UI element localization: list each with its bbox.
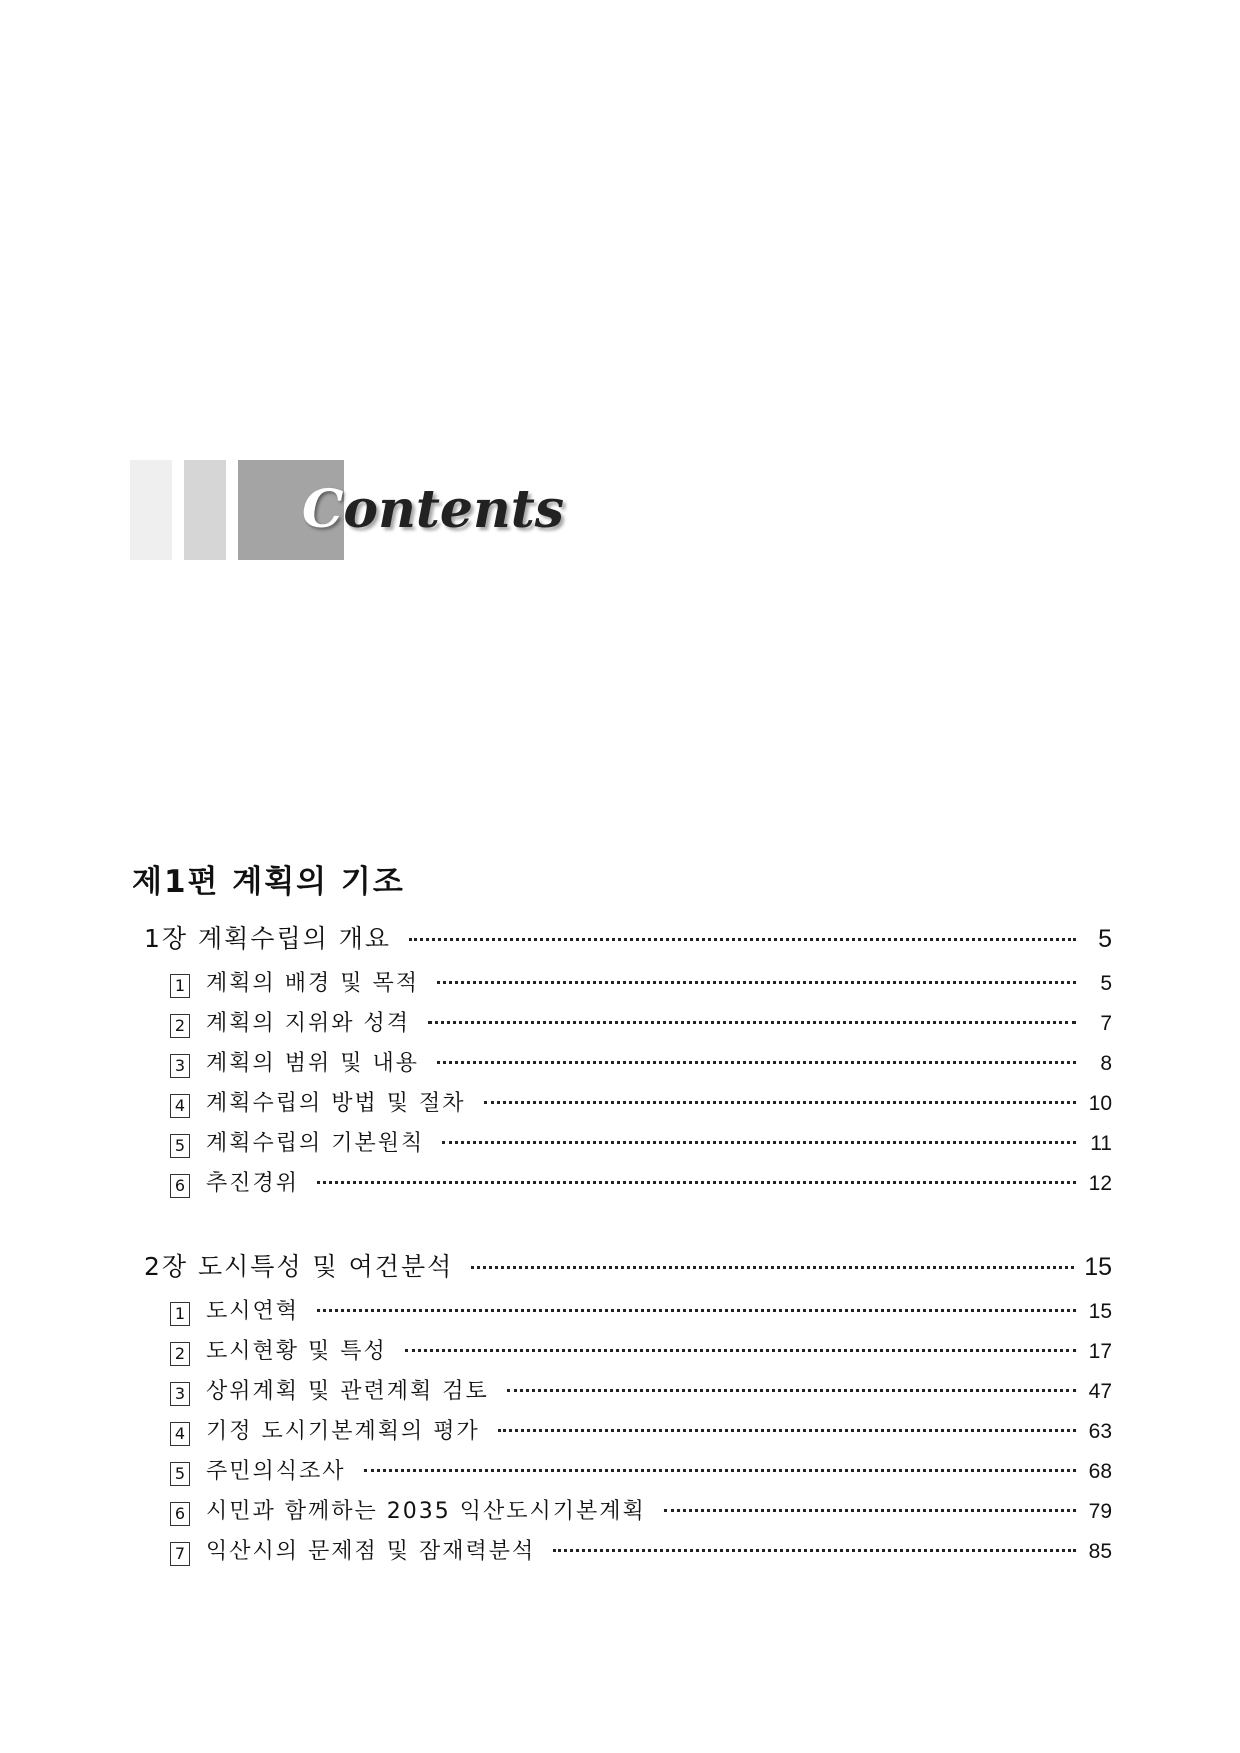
- dot-leader: [442, 1141, 1076, 1144]
- section-entry[interactable]: [132, 1492, 1112, 1532]
- section-label: 상위계획 및 관련계획 검토: [206, 1379, 489, 1404]
- section-label: 익산시의 문제점 및 잠재력분석: [206, 1539, 536, 1564]
- chapter-label: 1장 계획수립의 개요: [144, 924, 391, 953]
- chapter-page-number: 5: [1098, 925, 1112, 953]
- section-entry[interactable]: [132, 1532, 1112, 1572]
- section-page-number: 63: [1088, 1420, 1112, 1443]
- section-page-number: 68: [1088, 1460, 1112, 1483]
- dot-leader: [471, 1266, 1074, 1269]
- chapter-label: 2장 도시특성 및 여건분석: [144, 1252, 454, 1281]
- section-page-number: 17: [1088, 1340, 1112, 1363]
- part-title: 제1편 계획의 기조: [132, 864, 405, 900]
- section-entry[interactable]: [132, 964, 1112, 1004]
- section-number-box: 6: [170, 1174, 190, 1198]
- table-of-contents: [132, 858, 1112, 1572]
- dot-leader: [405, 1349, 1076, 1352]
- section-number-box: 3: [170, 1054, 190, 1078]
- section-page-number: 8: [1100, 1052, 1112, 1075]
- contents-title: [302, 480, 564, 540]
- dot-leader: [437, 981, 1076, 984]
- dot-leader: [409, 938, 1076, 941]
- section-page-number: 47: [1088, 1380, 1112, 1403]
- section-page-number: 10: [1088, 1092, 1112, 1115]
- section-label: 계획수립의 방법 및 절차: [206, 1091, 466, 1116]
- section-entry[interactable]: [132, 1292, 1112, 1332]
- section-entry[interactable]: [132, 1164, 1112, 1204]
- dot-leader: [553, 1549, 1076, 1552]
- section-label: 추진경위: [206, 1171, 300, 1196]
- section-page-number: 15: [1088, 1300, 1112, 1323]
- section-entry[interactable]: [132, 1004, 1112, 1044]
- section-page-number: 85: [1088, 1540, 1112, 1563]
- dot-leader: [484, 1101, 1076, 1104]
- dot-leader: [317, 1309, 1076, 1312]
- title-initial: C: [302, 479, 344, 540]
- section-number-box: 6: [170, 1502, 190, 1526]
- section-page-number: 7: [1100, 1012, 1112, 1035]
- chapter-entry[interactable]: [132, 914, 1112, 964]
- section-number-box: 7: [170, 1542, 190, 1566]
- section-label: 도시현황 및 특성: [206, 1339, 387, 1364]
- section-page-number: 79: [1088, 1500, 1112, 1523]
- section-entry[interactable]: [132, 1452, 1112, 1492]
- section-entry[interactable]: [132, 1044, 1112, 1084]
- section-page-number: 11: [1090, 1132, 1112, 1155]
- header-bar-light: [130, 460, 172, 560]
- section-entry[interactable]: [132, 1412, 1112, 1452]
- dot-leader: [437, 1061, 1076, 1064]
- section-entry[interactable]: [132, 1124, 1112, 1164]
- section-label: 계획의 범위 및 내용: [206, 1051, 419, 1076]
- dot-leader: [664, 1509, 1076, 1512]
- chapter-page-number: 15: [1084, 1253, 1112, 1281]
- section-label: 계획의 지위와 성격: [206, 1011, 411, 1036]
- section-number-box: 4: [170, 1422, 190, 1446]
- chapter-2: [132, 1242, 1112, 1572]
- section-entry[interactable]: [132, 1372, 1112, 1412]
- contents-header: [130, 460, 565, 560]
- section-number-box: 4: [170, 1094, 190, 1118]
- section-page-number: 5: [1100, 972, 1112, 995]
- section-number-box: 3: [170, 1382, 190, 1406]
- dot-leader: [317, 1181, 1076, 1184]
- section-number-box: 1: [170, 1302, 190, 1326]
- dot-leader: [428, 1021, 1076, 1024]
- section-number-box: 5: [170, 1462, 190, 1486]
- section-page-number: 12: [1088, 1172, 1112, 1195]
- title-rest: ontents: [343, 479, 565, 540]
- section-entry[interactable]: [132, 1084, 1112, 1124]
- section-number-box: 5: [170, 1134, 190, 1158]
- section-label: 계획수립의 기본원칙: [206, 1131, 425, 1156]
- section-number-box: 1: [170, 974, 190, 998]
- section-label: 기정 도시기본계획의 평가: [206, 1419, 480, 1444]
- section-label: 도시연혁: [206, 1299, 300, 1324]
- dot-leader: [498, 1429, 1076, 1432]
- section-entry[interactable]: [132, 1332, 1112, 1372]
- section-label: 시민과 함께하는 2035 익산도시기본계획: [206, 1499, 646, 1524]
- section-number-box: 2: [170, 1014, 190, 1038]
- dot-leader: [364, 1469, 1076, 1472]
- section-number-box: 2: [170, 1342, 190, 1366]
- section-label: 계획의 배경 및 목적: [206, 971, 419, 996]
- header-bar-medium: [184, 460, 226, 560]
- chapter-1: [132, 914, 1112, 1204]
- chapter-entry[interactable]: [132, 1242, 1112, 1292]
- section-label: 주민의식조사: [206, 1459, 346, 1484]
- dot-leader: [507, 1389, 1076, 1392]
